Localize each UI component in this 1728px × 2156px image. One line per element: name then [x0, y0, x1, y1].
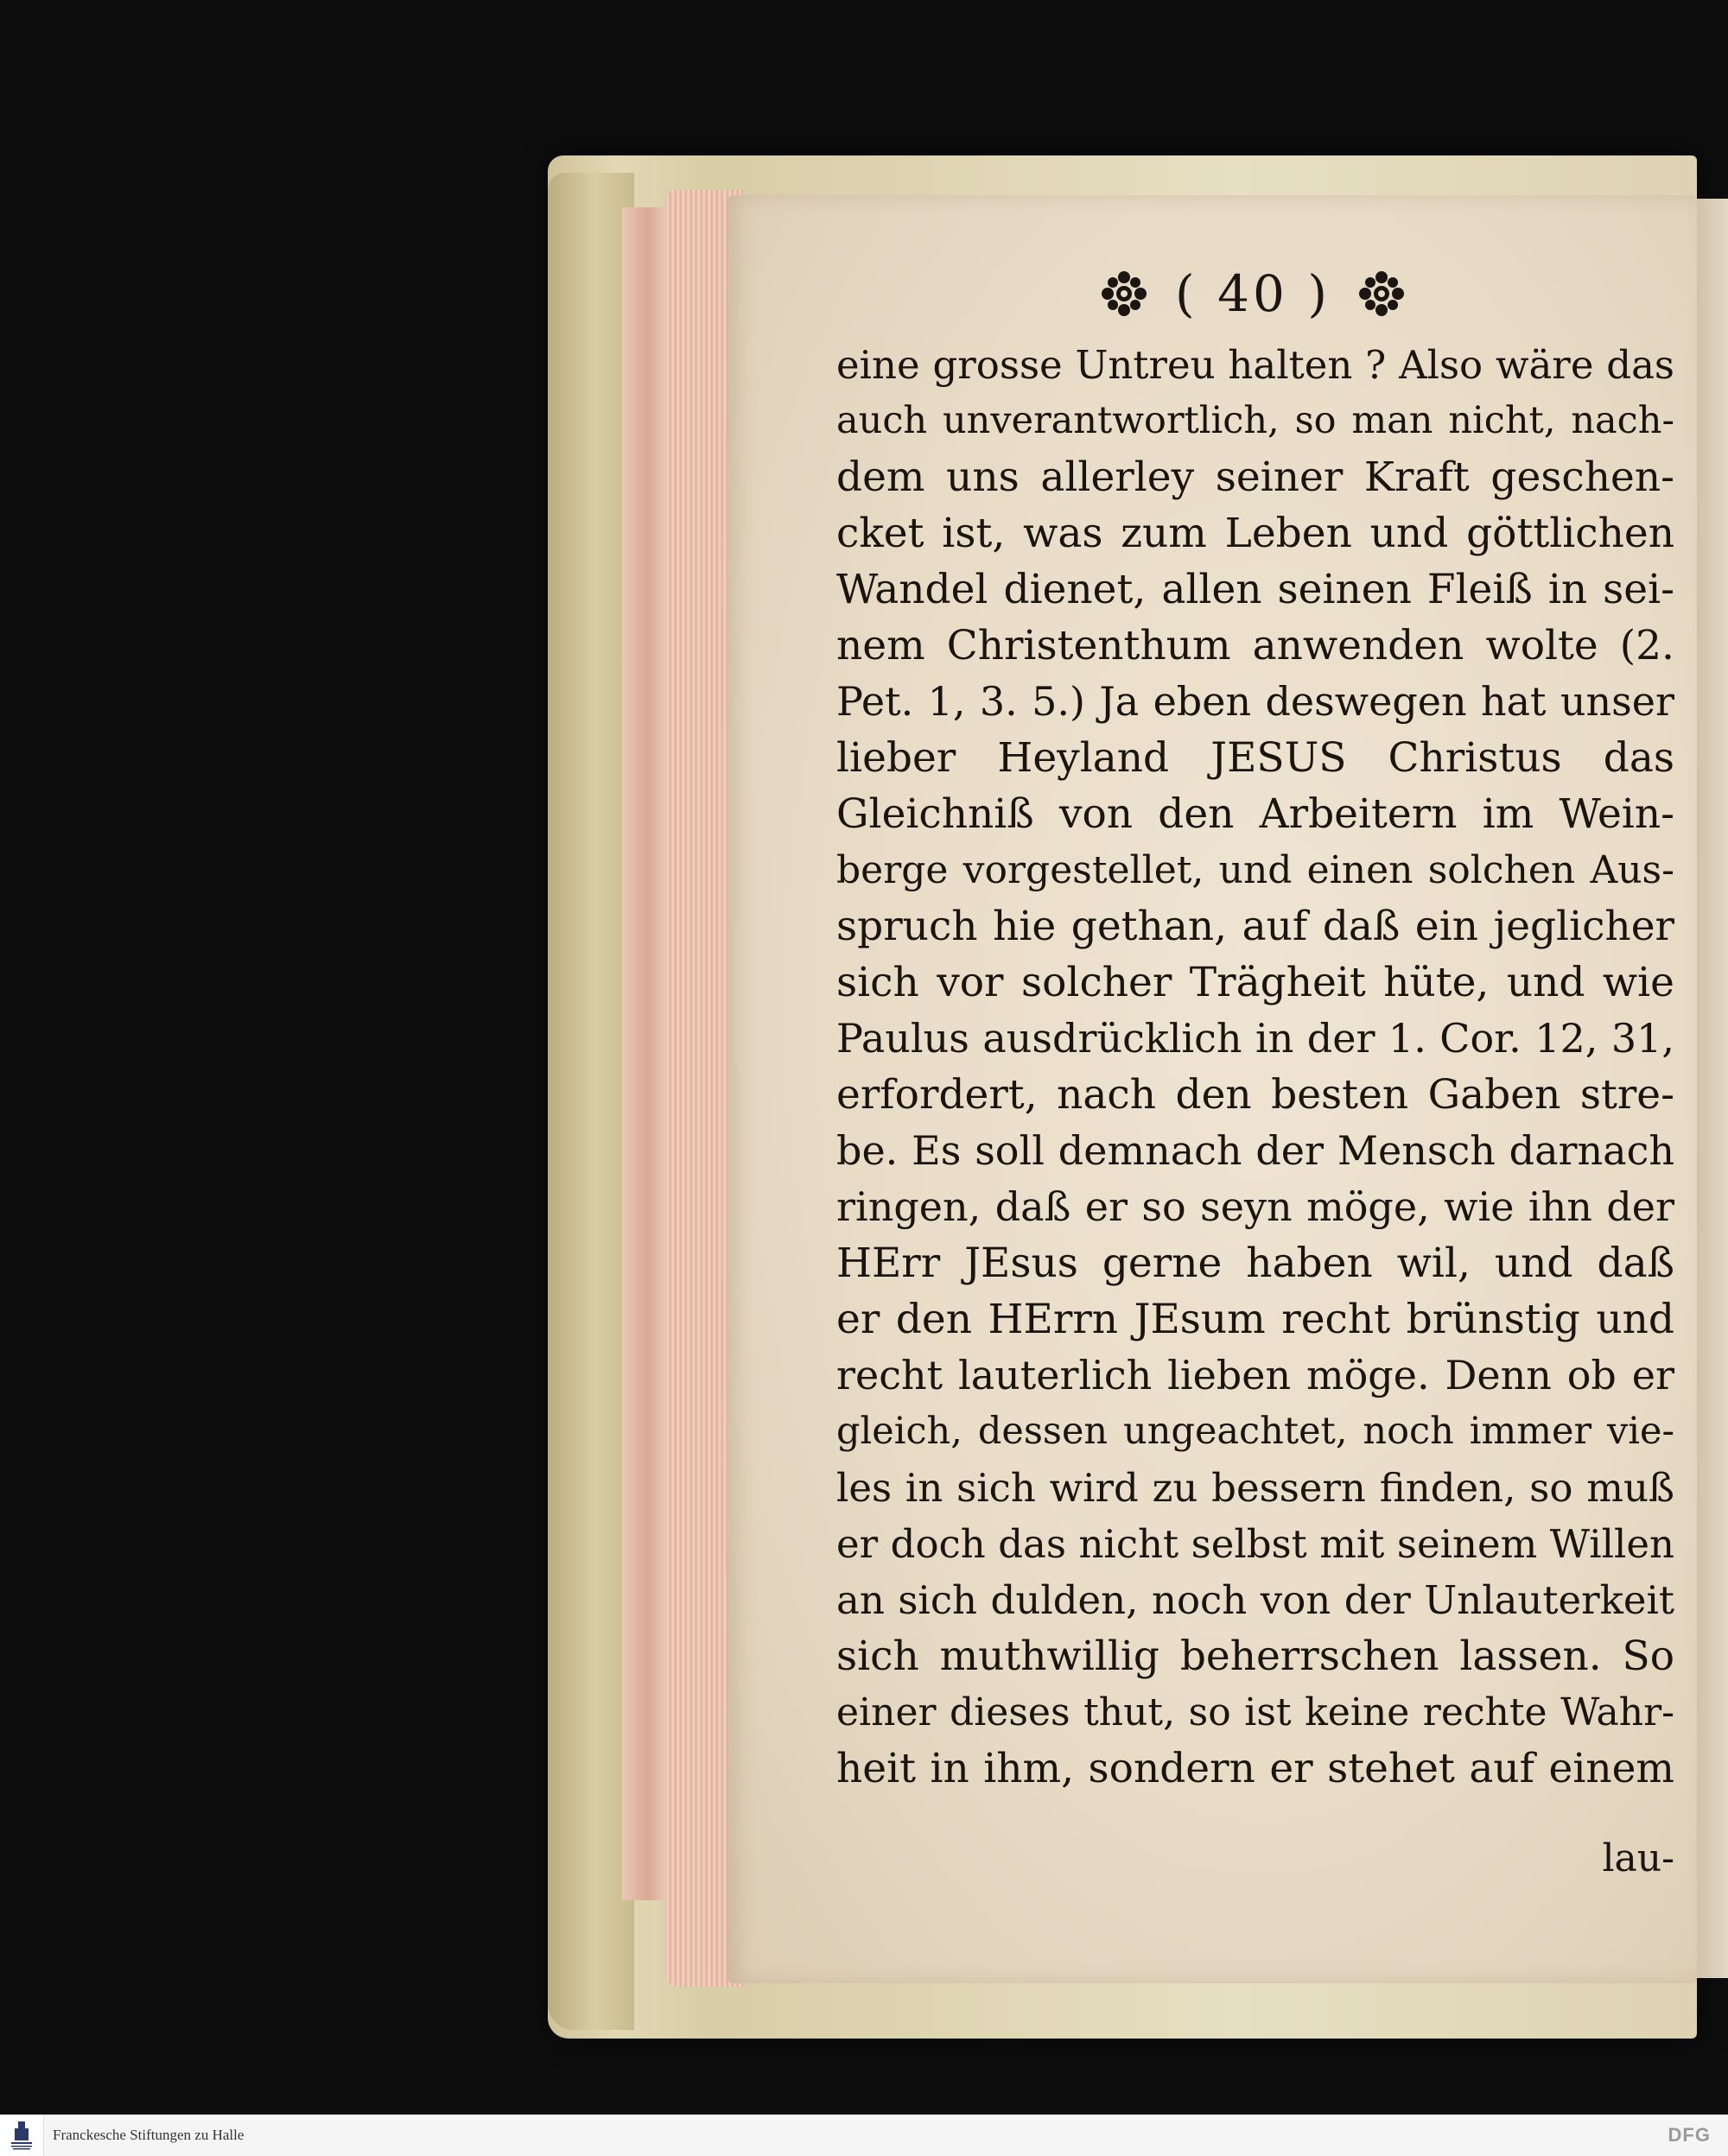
text-line: HErr JEsus gerne haben wil, und daß [836, 1240, 1674, 1287]
text-line: auch unverantwortlich, so man nicht, nach- [836, 399, 1674, 442]
flower-ornament-icon [1099, 269, 1149, 319]
text-line: cket ist, was zum Leben und göttlichen [836, 510, 1674, 557]
page-header [1054, 259, 1452, 328]
text-line: sich muthwillig beherrschen lassen. So [836, 1633, 1674, 1680]
text-line: Pet. 1, 3. 5.) Ja eben deswegen hat unser [836, 678, 1674, 725]
text-line: Paulus ausdrücklich in der 1. Cor. 12, 31, [836, 1015, 1674, 1062]
viewer-footer [0, 2115, 1728, 2156]
flower-ornament-icon [1356, 269, 1407, 319]
text-line: einer dieses thut, so ist keine rechte Wahr- [836, 1690, 1674, 1734]
text-line: dem uns allerley seiner Kraft geschen- [836, 453, 1674, 501]
text-line: Gleichniß von den Arbeitern im Wein- [836, 790, 1674, 838]
franckesche-stiftungen-logo[interactable] [0, 2115, 44, 2156]
institution-name[interactable]: Franckesche Stiftungen zu Halle [53, 2127, 245, 2143]
page-number: ( 40 ) [1175, 264, 1331, 323]
text-line: gleich, dessen ungeachtet, noch immer vie- [836, 1410, 1674, 1453]
text-line: les in sich wird zu bessern finden, so muß [836, 1465, 1674, 1511]
dfg-logo[interactable]: DFG [1668, 2124, 1711, 2146]
text-line: heit in ihm, sondern er stehet auf einem [836, 1745, 1674, 1792]
text-line: ringen, daß er so seyn möge, wie ihn der [836, 1183, 1674, 1230]
body-text [836, 337, 1674, 1797]
text-line: sich vor solcher Trägheit hüte, und wie [836, 959, 1674, 1006]
text-line: nem Christenthum anwenden wolte (2. [836, 622, 1674, 669]
text-line: lieber Heyland JESUS Christus das [836, 734, 1674, 782]
text-line: er den HErrn JEsum recht brünstig und [836, 1296, 1674, 1343]
text-line: erfordert, nach den besten Gaben stre- [836, 1071, 1674, 1119]
text-line: spruch hie gethan, auf daß ein jeglicher [836, 903, 1674, 950]
text-line: recht lauterlich lieben möge. Denn ob er [836, 1352, 1674, 1398]
text-line: Wandel dienet, allen seinen Fleiß in sei- [836, 566, 1674, 613]
text-line: er doch das nicht selbst mit seinem Willen [836, 1521, 1674, 1567]
catchword: lau- [1602, 1836, 1674, 1880]
binding-spine [548, 173, 634, 2030]
text-line: eine grosse Untreu halten ? Also wäre das [836, 342, 1674, 388]
text-line: berge vorgestellet, und einen solchen Aus- [836, 848, 1674, 892]
text-line: an sich dulden, noch von der Unlauterkeit [836, 1577, 1674, 1623]
text-line: be. Es soll demnach der Mensch darnach [836, 1127, 1674, 1174]
facing-page-edge [1695, 199, 1728, 1978]
